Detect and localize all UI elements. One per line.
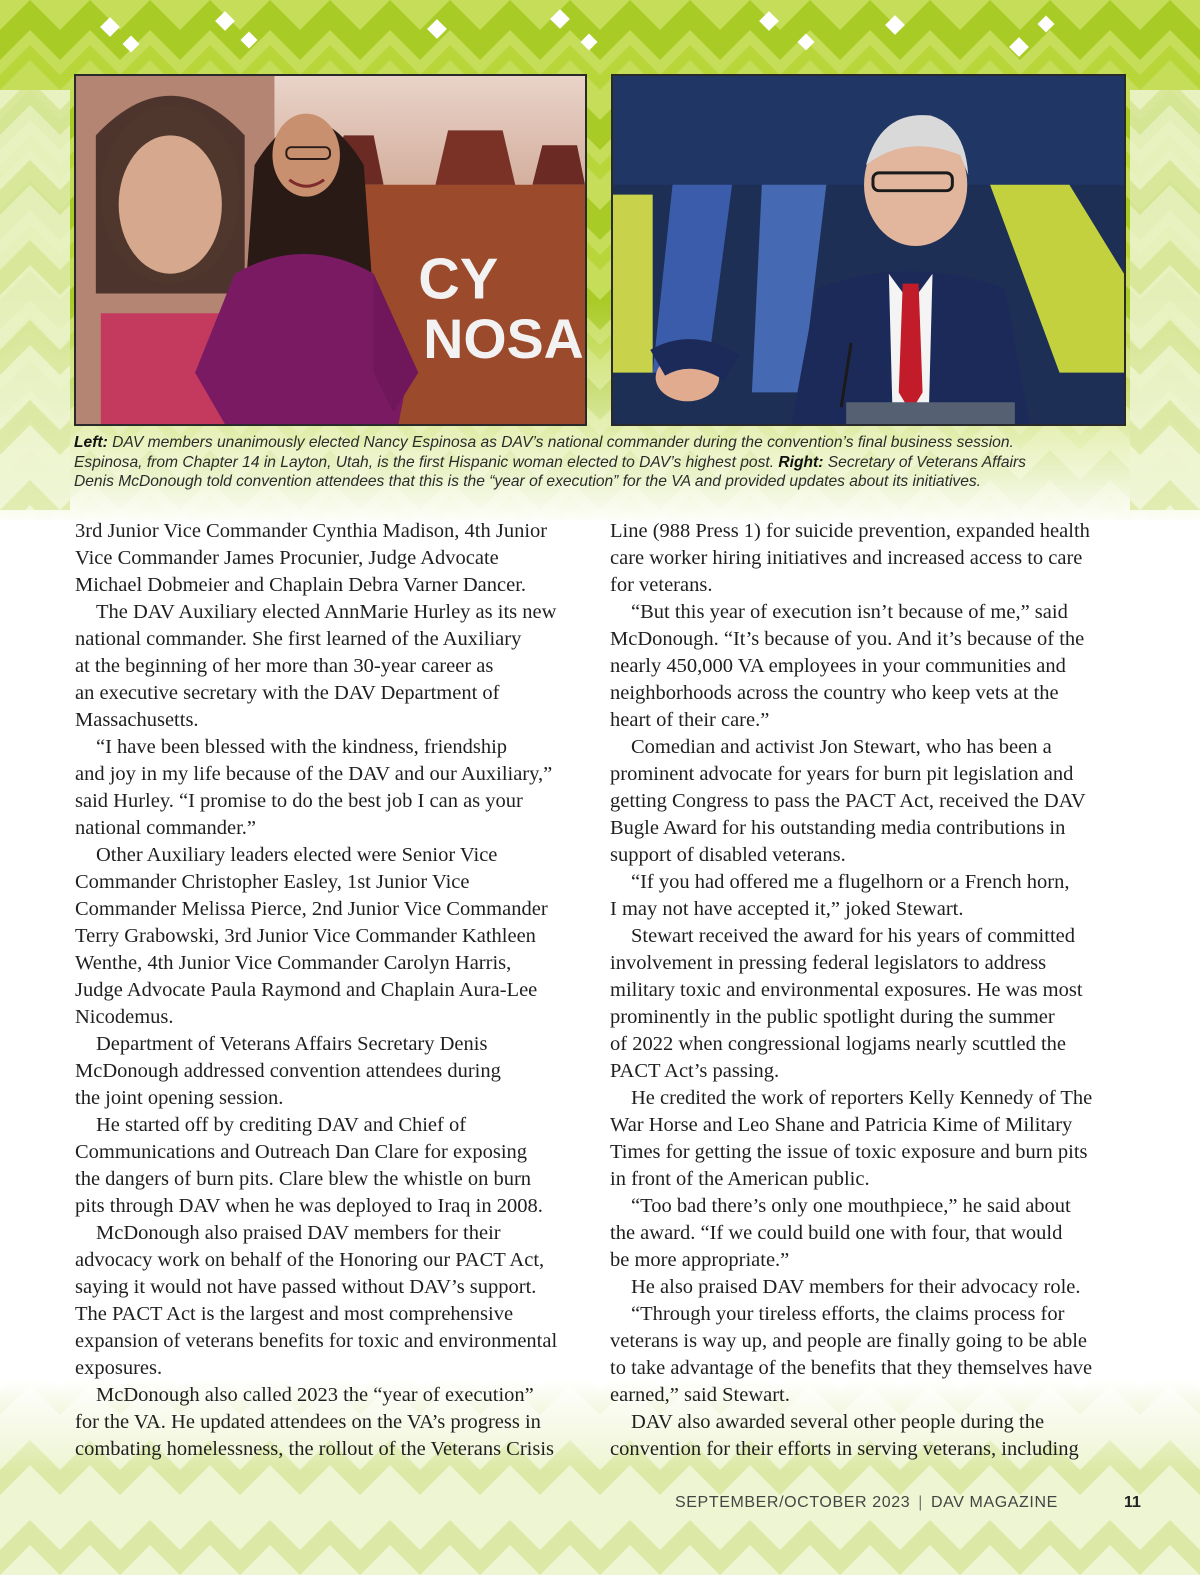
- text-line: He also praised DAV members for their advocacy role.: [631, 1276, 1081, 1298]
- text-line: pits through DAV when he was deployed to Iraq in 2008.: [75, 1195, 543, 1217]
- text-line: getting Congress to pass the PACT Act, received the DAV: [610, 790, 1086, 812]
- text-line: of 2022 when congressional logjams nearly scuttled the: [610, 1033, 1067, 1055]
- text-line: for the VA. He updated attendees on the VA’s progress in: [75, 1411, 541, 1433]
- text-line: for veterans.: [610, 574, 713, 596]
- text-line: “If you had offered me a flugelhorn or a French horn,: [631, 871, 1070, 893]
- text-line: veterans is way up, and people are finally going to be able: [610, 1330, 1088, 1352]
- text-line: at the beginning of her more than 30-year career as: [75, 655, 494, 677]
- text-line: prominent advocate for years for burn pit legislation and: [610, 763, 1074, 785]
- text-line: Comedian and activist Jon Stewart, who has been a: [631, 736, 1052, 758]
- text-line: The DAV Auxiliary elected AnnMarie Hurley as its new: [96, 601, 557, 623]
- text-line: Nicodemus.: [75, 1006, 174, 1028]
- text-line: McDonough also praised DAV members for their: [96, 1222, 501, 1244]
- banner-text-line2: NOSA: [423, 307, 584, 370]
- text-line: War Horse and Leo Shane and Patricia Kime of Military: [610, 1114, 1073, 1136]
- text-line: Wenthe, 4th Junior Vice Commander Carolyn Harris,: [75, 952, 512, 974]
- photo-caption: [74, 433, 1134, 492]
- text-line: 3rd Junior Vice Commander Cynthia Madison, 4th Junior: [75, 520, 548, 542]
- text-line: combating homelessness, the rollout of the Veterans Crisis: [75, 1438, 555, 1460]
- text-line: Vice Commander James Procunier, Judge Advocate: [75, 547, 499, 569]
- text-line: the dangers of burn pits. Clare blew the whistle on burn: [75, 1168, 532, 1190]
- banner-text-line1: CY: [418, 247, 499, 312]
- article-column-right: [610, 518, 1130, 1463]
- text-line: to take advantage of the benefits that they themselves have: [610, 1357, 1093, 1379]
- caption-text-2: Espinosa, from Chapter 14 in Layton, Utah, is the first Hispanic woman elected to DAV’s highest post.: [74, 453, 779, 471]
- text-line: Times for getting the issue of toxic exposure and burn pits: [610, 1141, 1088, 1163]
- text-line: care worker hiring initiatives and increased access to care: [610, 547, 1083, 569]
- text-line: Massachusetts.: [75, 709, 199, 731]
- text-line: convention for their efforts in serving veterans, including: [610, 1438, 1079, 1460]
- text-line: neighborhoods across the country who keep vets at the: [610, 682, 1059, 704]
- text-line: be more appropriate.”: [610, 1249, 790, 1271]
- text-line: “Through your tireless efforts, the claims process for: [631, 1303, 1065, 1325]
- text-line: military toxic and environmental exposures. He was most: [610, 979, 1083, 1001]
- footer-separator: |: [918, 1494, 923, 1511]
- text-line: nearly 450,000 VA employees in your communities and: [610, 655, 1066, 677]
- text-line: McDonough addressed convention attendees during: [75, 1060, 501, 1082]
- text-line: I may not have accepted it,” joked Stewart.: [610, 898, 964, 920]
- text-line: McDonough. “It’s because of you. And it’s because of the: [610, 628, 1085, 650]
- text-line: “Too bad there’s only one mouthpiece,” he said about: [631, 1195, 1071, 1217]
- text-line: exposures.: [75, 1357, 163, 1379]
- text-line: an executive secretary with the DAV Department of: [75, 682, 500, 704]
- text-line: the award. “If we could build one with four, that would: [610, 1222, 1063, 1244]
- text-line: McDonough also called 2023 the “year of execution”: [96, 1384, 534, 1406]
- text-line: Terry Grabowski, 3rd Junior Vice Commander Kathleen: [75, 925, 536, 947]
- caption-label-left: Left:: [74, 434, 108, 451]
- text-line: involvement in pressing federal legislators to address: [610, 952, 1047, 974]
- text-line: PACT Act’s passing.: [610, 1060, 780, 1082]
- caption-label-right: Right:: [778, 453, 824, 471]
- text-line: the joint opening session.: [75, 1087, 284, 1109]
- text-line: Michael Dobmeier and Chaplain Debra Varner Dancer.: [75, 574, 527, 596]
- text-line: national commander. She first learned of the Auxiliary: [75, 628, 522, 650]
- page-footer: [675, 1494, 1058, 1512]
- footer-magazine: DAV MAGAZINE: [930, 1494, 1058, 1511]
- text-line: DAV also awarded several other people during the: [631, 1411, 1045, 1433]
- text-line: in front of the American public.: [610, 1168, 870, 1190]
- text-line: Commander Christopher Easley, 1st Junior Vice: [75, 871, 470, 893]
- caption-text-1: DAV members unanimously elected Nancy Espinosa as DAV’s national commander during the convention’s final business session.: [107, 434, 1014, 451]
- text-line: said Hurley. “I promise to do the best job I can as your: [75, 790, 523, 812]
- photo-nancy-espinosa: [74, 74, 587, 426]
- footer-issue: SEPTEMBER/OCTOBER 2023: [675, 1494, 911, 1511]
- text-line: prominently in the public spotlight during the summer: [610, 1006, 1055, 1028]
- text-line: Bugle Award for his outstanding media contributions in: [610, 817, 1066, 839]
- caption-line-3: Denis McDonough told convention attendees that this is the “year of execution” for the VA and provided updates about its initiatives.: [74, 473, 982, 490]
- caption-line-2: [74, 453, 1134, 473]
- text-line: “But this year of execution isn’t because of me,” said: [631, 601, 1068, 623]
- text-line: The PACT Act is the largest and most comprehensive: [75, 1303, 514, 1325]
- text-line: Stewart received the award for his years of committed: [631, 925, 1075, 947]
- text-line: support of disabled veterans.: [610, 844, 846, 866]
- text-line: expansion of veterans benefits for toxic and environmental: [75, 1330, 558, 1352]
- text-line: earned,” said Stewart.: [610, 1384, 790, 1406]
- text-line: Other Auxiliary leaders elected were Senior Vice: [96, 844, 498, 866]
- text-line: “I have been blessed with the kindness, friendship: [96, 736, 508, 758]
- text-line: Commander Melissa Pierce, 2nd Junior Vice Commander: [75, 898, 548, 920]
- caption-line-1: [74, 433, 1134, 453]
- text-line: Department of Veterans Affairs Secretary Denis: [96, 1033, 488, 1055]
- text-line: and joy in my life because of the DAV and our Auxiliary,”: [75, 763, 553, 785]
- text-line: national commander.”: [75, 817, 257, 839]
- text-line: Judge Advocate Paula Raymond and Chaplain Aura-Lee: [75, 979, 538, 1001]
- text-line: saying it would not have passed without DAV’s support.: [75, 1276, 537, 1298]
- page-number: 11: [1124, 1494, 1141, 1511]
- text-line: He started off by crediting DAV and Chief of: [96, 1114, 467, 1136]
- text-line: He credited the work of reporters Kelly Kennedy of The: [631, 1087, 1093, 1109]
- photo-denis-mcdonough: [611, 74, 1126, 426]
- text-line: heart of their care.”: [610, 709, 770, 731]
- caption-text-2b: Secretary of Veterans Affairs: [823, 453, 1026, 471]
- text-line: advocacy work on behalf of the Honoring our PACT Act,: [75, 1249, 545, 1271]
- text-line: Communications and Outreach Dan Clare for exposing: [75, 1141, 528, 1163]
- text-line: Line (988 Press 1) for suicide prevention, expanded health: [610, 520, 1090, 542]
- article-column-left: [75, 518, 595, 1463]
